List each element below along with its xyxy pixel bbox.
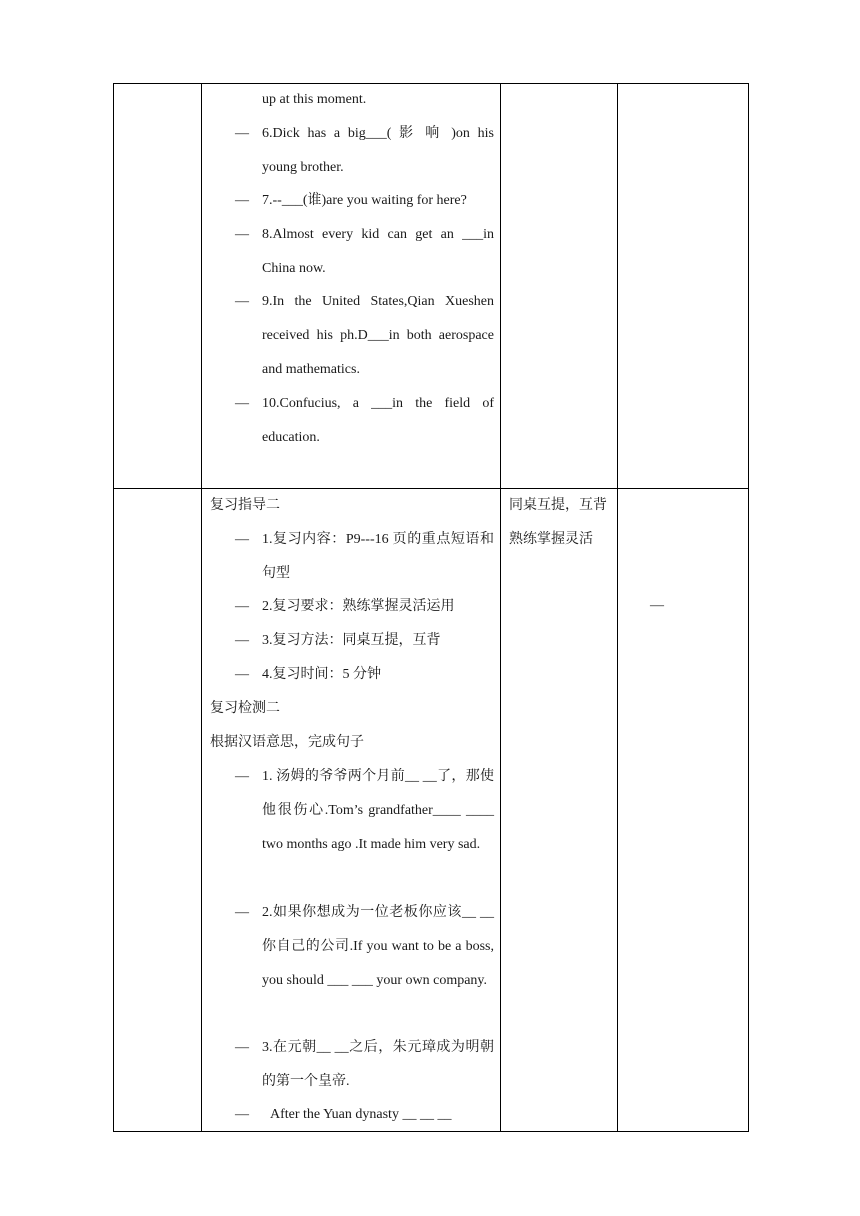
bullet-dash: — — [235, 396, 249, 411]
bullet-dash: — — [235, 1040, 249, 1055]
section-heading-test: 复习检测二 — [210, 701, 280, 716]
guide-item — [235, 658, 494, 692]
bullet-dash: — — [235, 633, 249, 648]
exercise-text: 8.Almost every kid can get an ___in China now. — [262, 227, 494, 276]
section-heading-guide: 复习指导二 — [210, 498, 280, 513]
table-row-divider — [113, 488, 749, 489]
bullet-dash: — — [235, 193, 249, 208]
bullet-dash: — — [235, 126, 249, 141]
bullet-dash: — — [235, 667, 249, 682]
exercise-item — [235, 117, 494, 185]
guide-item — [235, 523, 494, 591]
exercise-item — [235, 387, 494, 455]
exercise-item — [235, 896, 494, 998]
table-col-border-3 — [500, 83, 501, 1132]
guide-text: 3.复习方法：同桌互提，互背 — [262, 633, 441, 648]
guide-item — [235, 624, 494, 658]
table-col-border-4 — [617, 83, 618, 1132]
exercise-text: 1. 汤姆的爷爷两个月前__ __了，那使他很伤心.Tom’s grandfather____ ____ two months ago .It made him very sad. — [262, 769, 494, 852]
exercise-item — [235, 1098, 494, 1132]
exercise-text: After the Yuan dynasty __ __ __ — [270, 1107, 452, 1122]
exercise-item — [235, 285, 494, 387]
bullet-dash: — — [235, 1107, 249, 1122]
table-col-border-5 — [748, 83, 749, 1132]
table-col-border-2 — [201, 83, 202, 1132]
guide-text: 1.复习内容：P9---16 页的重点短语和句型 — [262, 532, 494, 581]
guide-item — [235, 590, 494, 624]
exercise-text: up at this moment. — [262, 92, 367, 107]
exercise-item — [235, 184, 494, 218]
guide-text: 2.复习要求：熟练掌握灵活运用 — [262, 599, 455, 614]
guide-text: 4.复习时间：5 分钟 — [262, 667, 381, 682]
col4-dash: — — [650, 598, 664, 613]
exercise-text: 3.在元朝__ __之后，朱元璋成为明朝的第一个皇帝. — [262, 1040, 494, 1089]
exercise-text: 2.如果你想成为一位老板你应该__ __ 你自己的公司.If you want to be a boss, you should ___ ___ your own company. — [262, 905, 494, 988]
exercise-item — [235, 1031, 494, 1099]
bullet-dash: — — [235, 769, 249, 784]
exercise-item — [235, 218, 494, 286]
exercise-item — [235, 760, 494, 862]
table-col-border-1 — [113, 83, 114, 1132]
exercise-text: 10.Confucius, a ___in the field of education. — [262, 396, 494, 445]
exercise-text: 9.In the United States,Qian Xueshen received his ph.D___in both aerospace and mathematics. — [262, 294, 494, 377]
bullet-dash: — — [235, 294, 249, 309]
instruction-text: 根据汉语意思，完成句子 — [210, 735, 364, 750]
exercise-item — [262, 83, 494, 117]
bullet-dash: — — [235, 599, 249, 614]
bullet-dash: — — [235, 905, 249, 920]
exercise-text: 6.Dick has a big___( 影 响 )on his young brother. — [262, 126, 494, 175]
exercise-text: 7.--___(谁)are you waiting for here? — [262, 193, 467, 208]
bullet-dash: — — [235, 227, 249, 242]
method-note: 同桌互提，互背熟练掌握灵活 — [509, 498, 607, 547]
bullet-dash: — — [235, 532, 249, 547]
